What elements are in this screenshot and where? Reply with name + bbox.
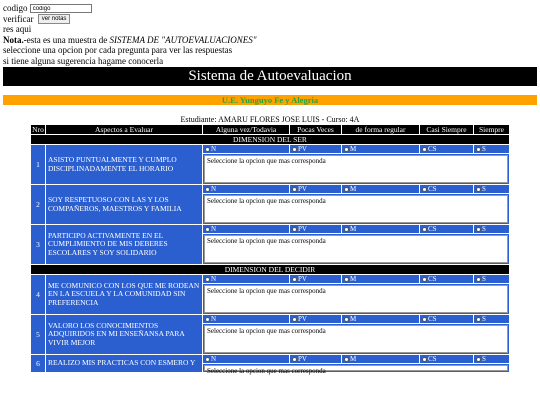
option-label: N: [211, 355, 217, 363]
dimension-decidir-label: DIMENSION DEL DECIDIR: [31, 265, 510, 275]
option-label: N: [211, 225, 217, 233]
option-label: M: [350, 315, 357, 323]
header-casi-siempre: Casi Siempre: [420, 125, 474, 135]
option-label: S: [482, 185, 486, 193]
option-label: N: [211, 315, 217, 323]
question-number: 5: [31, 315, 46, 355]
radio-icon[interactable]: [344, 147, 349, 152]
option-pv-cell[interactable]: [290, 145, 342, 154]
option-n-cell[interactable]: [203, 185, 290, 194]
radio-icon[interactable]: [205, 357, 210, 362]
radio-icon[interactable]: [205, 227, 210, 232]
answer-textbox[interactable]: Seleccione la opcion que mas corresponda: [204, 155, 508, 183]
option-label: CS: [428, 315, 437, 323]
option-s-cell[interactable]: [474, 355, 510, 364]
option-s-cell[interactable]: [474, 315, 510, 324]
header-alguna-vez: Alguna vez/Todavia: [203, 125, 290, 135]
radio-icon[interactable]: [292, 147, 297, 152]
option-label: N: [211, 145, 217, 153]
option-pv-cell[interactable]: [290, 275, 342, 284]
option-label: PV: [298, 145, 307, 153]
codigo-label: codigo: [3, 3, 28, 13]
student-info: Estudiante: AMARU FLORES JOSE LUIS - Curso: 4A: [180, 115, 360, 124]
radio-icon[interactable]: [476, 277, 481, 282]
option-n-cell[interactable]: [203, 225, 290, 234]
option-n-cell[interactable]: [203, 355, 290, 364]
option-s-cell[interactable]: [474, 275, 510, 284]
option-label: M: [350, 355, 357, 363]
nota-label: Nota.-: [3, 34, 27, 45]
codigo-row: [3, 3, 540, 14]
radio-icon[interactable]: [344, 357, 349, 362]
option-pv-cell[interactable]: [290, 185, 342, 194]
option-label: M: [350, 145, 357, 153]
radio-icon[interactable]: [422, 357, 427, 362]
option-n-cell[interactable]: [203, 145, 290, 154]
suggestion-line: si tiene alguna sugerencia hagame conocerla: [3, 55, 164, 66]
option-label: CS: [428, 225, 437, 233]
radio-icon[interactable]: [205, 277, 210, 282]
nota-line: [3, 35, 540, 46]
header-nro: Nro: [32, 125, 44, 134]
option-m-cell[interactable]: [342, 315, 420, 324]
radio-icon[interactable]: [476, 317, 481, 322]
answer-textbox[interactable]: Seleccione la opcion que mas corresponda: [204, 325, 508, 353]
instruction-line: seleccione una opcion por cada pregunta para ver las respuestas: [3, 45, 233, 56]
question-text: PARTICIPO ACTIVAMENTE EN EL CUMPLIMIENTO DE MIS DEBERES ESCOLARES Y SOY SOLIDARIO: [46, 225, 203, 265]
option-pv-cell[interactable]: [290, 225, 342, 234]
radio-icon[interactable]: [292, 187, 297, 192]
radio-icon[interactable]: [205, 317, 210, 322]
option-label: S: [482, 355, 486, 363]
option-n-cell[interactable]: [203, 275, 290, 284]
question-text: ASISTO PUNTUALMENTE Y CUMPLO DISCIPLINADAMENTE EL HORARIO: [46, 145, 203, 185]
option-s-cell[interactable]: [474, 185, 510, 194]
option-label: M: [350, 275, 357, 283]
option-label: S: [482, 225, 486, 233]
dimension-ser-row: [31, 135, 510, 145]
verificar-row: [3, 14, 540, 25]
question-text: SOY RESPETUOSO CON LAS Y LOS COMPAÑEROS, MAESTROS Y FAMILIA: [46, 185, 203, 225]
answer-cell: [203, 324, 510, 355]
header-siempre: Siempre: [474, 125, 510, 135]
header-pocas-veces: Pocas Veces: [290, 125, 342, 135]
dimension-decidir-row: [31, 265, 510, 275]
page-title: Sistema de Autoevaluacion: [3, 67, 537, 86]
option-cs-cell[interactable]: [420, 315, 474, 324]
option-m-cell[interactable]: [342, 355, 420, 364]
question-text: ME COMUNICO CON LOS QUE ME RODEAN EN LA ESCUELA Y LA COMUNIDAD SIN PREFERENCIA: [46, 275, 203, 315]
answer-cell: [203, 234, 510, 265]
option-m-cell[interactable]: [342, 275, 420, 284]
answer-textbox[interactable]: Seleccione la opcion que mas corresponda: [204, 195, 508, 223]
radio-icon[interactable]: [292, 227, 297, 232]
option-label: S: [482, 145, 486, 153]
school-banner: U.E. Yunguyo Fe y Alegria: [3, 95, 537, 105]
radio-icon[interactable]: [344, 317, 349, 322]
res-text: res aqui: [3, 24, 32, 35]
table-header: [31, 125, 510, 135]
option-cs-cell[interactable]: [420, 225, 474, 234]
radio-icon[interactable]: [205, 147, 210, 152]
radio-icon[interactable]: [476, 357, 481, 362]
option-label: CS: [428, 355, 437, 363]
option-cs-cell[interactable]: [420, 185, 474, 194]
answer-cell: [203, 154, 510, 185]
question-row: [31, 185, 510, 194]
option-label: PV: [298, 225, 307, 233]
option-m-cell[interactable]: [342, 145, 420, 154]
option-s-cell[interactable]: [474, 145, 510, 154]
radio-icon[interactable]: [476, 187, 481, 192]
option-label: N: [211, 185, 217, 193]
nota-system-name: SISTEMA DE "AUTOEVALUACIONES": [109, 34, 257, 45]
option-label: PV: [298, 275, 307, 283]
radio-icon[interactable]: [344, 227, 349, 232]
radio-icon[interactable]: [205, 187, 210, 192]
option-label: M: [350, 185, 357, 193]
radio-icon[interactable]: [422, 147, 427, 152]
dimension-ser-label: DIMENSION DEL SER: [31, 135, 510, 145]
question-number: 3: [31, 225, 46, 265]
option-label: CS: [428, 145, 437, 153]
answer-textbox[interactable]: Seleccione la opcion que mas corresponda: [204, 235, 508, 263]
question-number: 2: [31, 185, 46, 225]
question-number: 6: [31, 355, 46, 373]
option-m-cell[interactable]: [342, 225, 420, 234]
question-row: [31, 145, 510, 154]
codigo-input[interactable]: [30, 4, 92, 13]
option-label: PV: [298, 185, 307, 193]
option-label: S: [482, 275, 486, 283]
radio-icon[interactable]: [422, 187, 427, 192]
radio-icon[interactable]: [292, 317, 297, 322]
radio-icon[interactable]: [344, 277, 349, 282]
option-n-cell[interactable]: [203, 315, 290, 324]
header-regular: de forma regular: [342, 125, 420, 135]
answer-textbox[interactable]: Seleccione la opcion que mas corresponda: [204, 365, 508, 371]
answer-cell: [203, 364, 510, 373]
header-aspectos: Aspectos a Evaluar: [46, 125, 203, 135]
option-cs-cell[interactable]: [420, 355, 474, 364]
option-label: M: [350, 225, 357, 233]
radio-icon[interactable]: [292, 277, 297, 282]
question-row: [31, 355, 510, 364]
answer-cell: [203, 284, 510, 315]
question-row: [31, 315, 510, 324]
evaluation-table: [30, 124, 510, 373]
radio-icon[interactable]: [422, 227, 427, 232]
option-pv-cell[interactable]: [290, 315, 342, 324]
radio-icon[interactable]: [476, 147, 481, 152]
ver-notas-button[interactable]: ver notas: [38, 14, 71, 24]
top-controls: [0, 0, 540, 66]
option-cs-cell[interactable]: [420, 275, 474, 284]
option-label: S: [482, 315, 486, 323]
nota-text: esta es una muestra de: [26, 34, 110, 45]
option-m-cell[interactable]: [342, 185, 420, 194]
option-label: PV: [298, 355, 307, 363]
radio-icon[interactable]: [344, 187, 349, 192]
question-text: VALORO LOS CONOCIMIENTOS ADQUIRIDOS EN MI ENSEÑANSA PARA VIVIR MEJOR: [46, 315, 203, 355]
option-label: N: [211, 275, 217, 283]
option-label: PV: [298, 315, 307, 323]
question-text: REALIZO MIS PRACTICAS CON ESMERO Y: [46, 355, 203, 373]
radio-icon[interactable]: [422, 277, 427, 282]
option-cs-cell[interactable]: [420, 145, 474, 154]
answer-cell: [203, 194, 510, 225]
verificar-label: verificar: [3, 13, 34, 24]
radio-icon[interactable]: [476, 227, 481, 232]
question-row: [31, 275, 510, 284]
question-row: [31, 225, 510, 234]
option-pv-cell[interactable]: [290, 355, 342, 364]
option-label: CS: [428, 185, 437, 193]
question-number: 4: [31, 275, 46, 315]
radio-icon[interactable]: [292, 357, 297, 362]
question-number: 1: [31, 145, 46, 185]
radio-icon[interactable]: [422, 317, 427, 322]
option-s-cell[interactable]: [474, 225, 510, 234]
option-label: CS: [428, 275, 437, 283]
answer-textbox[interactable]: Seleccione la opcion que mas corresponda: [204, 285, 508, 313]
